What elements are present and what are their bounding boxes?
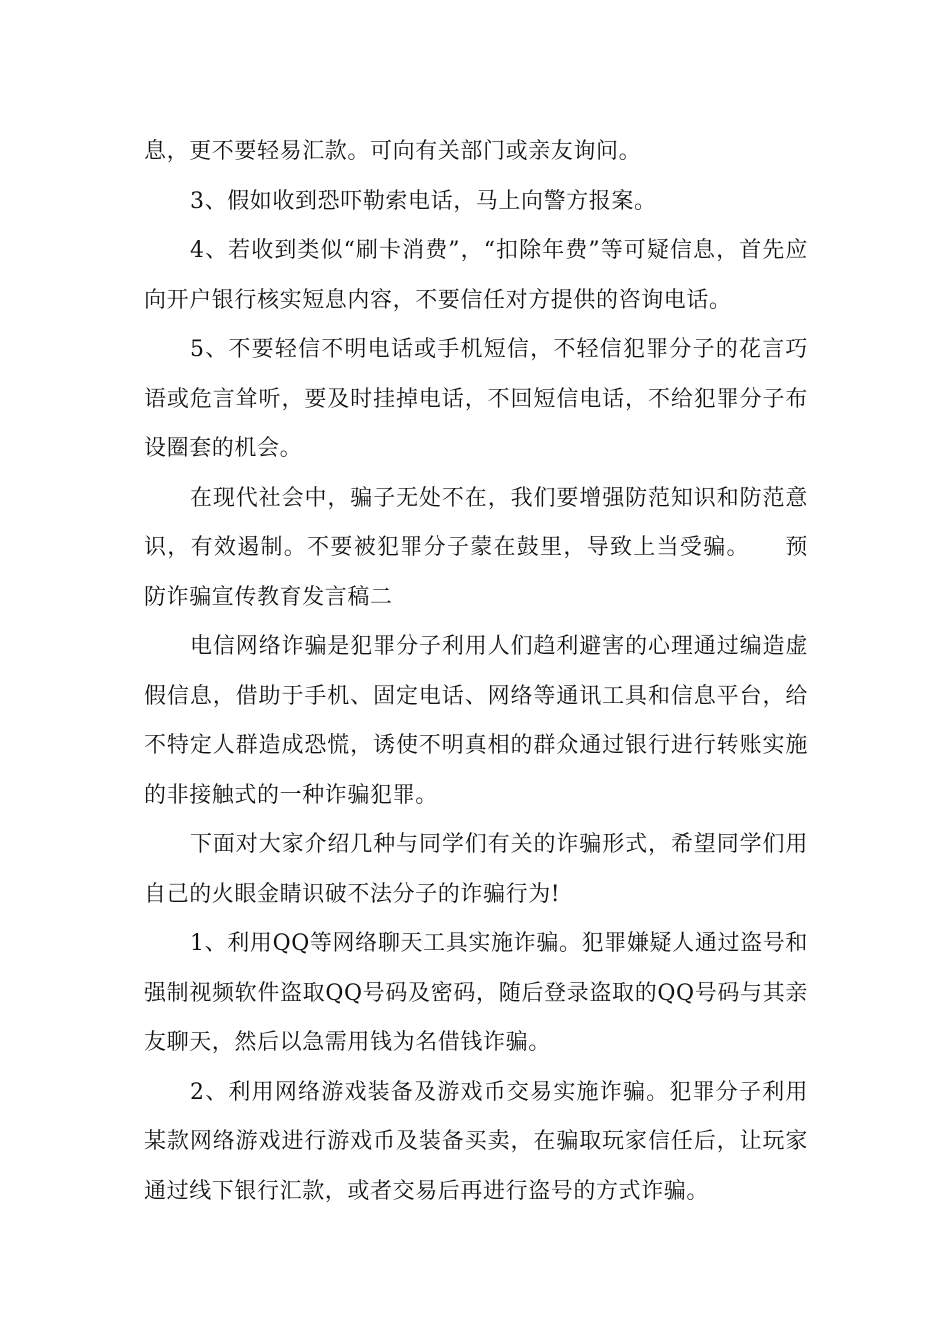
paragraph-fraud-2: 2、利用网络游戏装备及游戏币交易实施诈骗。犯罪分子利用某款网络游戏进行游戏币及装备买卖，在骗取玩家信任后，让玩家通过线下银行汇款，或者交易后再进行盗号的方式诈骗。 — [144, 1079, 808, 1204]
paragraph-intro: 下面对大家介绍几种与同学们有关的诈骗形式，希望同学们用自己的火眼金睛识破不法分子的诈骗行为! — [144, 832, 808, 907]
document-body — [144, 127, 808, 1216]
paragraph-item-3: 3、假如收到恐吓勒索电话，马上向警方报案。 — [190, 188, 657, 214]
paragraph-item-4: 4、若收到类似“刷卡消费”，“扣除年费”等可疑信息，首先应向开户银行核实短息内容，不要信任对方提供的咨询电话。 — [144, 238, 808, 313]
paragraph-continuation: 息，更不要轻易汇款。可向有关部门或亲友询问。 — [144, 139, 642, 164]
paragraph-definition: 电信网络诈骗是犯罪分子利用人们趋利避害的心理通过编造虚假信息，借助于手机、固定电话、网络等通讯工具和信息平台，给不特定人群造成恐慌，诱使不明真相的群众通过银行进行转账实施的非接触式的一种诈骗犯罪。 — [144, 634, 808, 808]
paragraph-item-5: 5、不要轻信不明电话或手机短信，不轻信犯罪分子的花言巧语或危言耸听，要及时挂掉电话，不回短信电话，不给犯罪分子布设圈套的机会。 — [144, 337, 808, 461]
paragraph-summary: 在现代社会中，骗子无处不在，我们要增强防范知识和防范意识，有效遏制。不要被犯罪分子蒙在鼓里，导致上当受骗。 预防诈骗宣传教育发言稿二 — [144, 485, 808, 610]
paragraph-fraud-1: 1、利用QQ等网络聊天工具实施诈骗。犯罪嫌疑人通过盗号和强制视频软件盗取QQ号码及密码，随后登录盗取的QQ号码与其亲友聊天，然后以急需用钱为名借钱诈骗。 — [144, 931, 808, 1055]
